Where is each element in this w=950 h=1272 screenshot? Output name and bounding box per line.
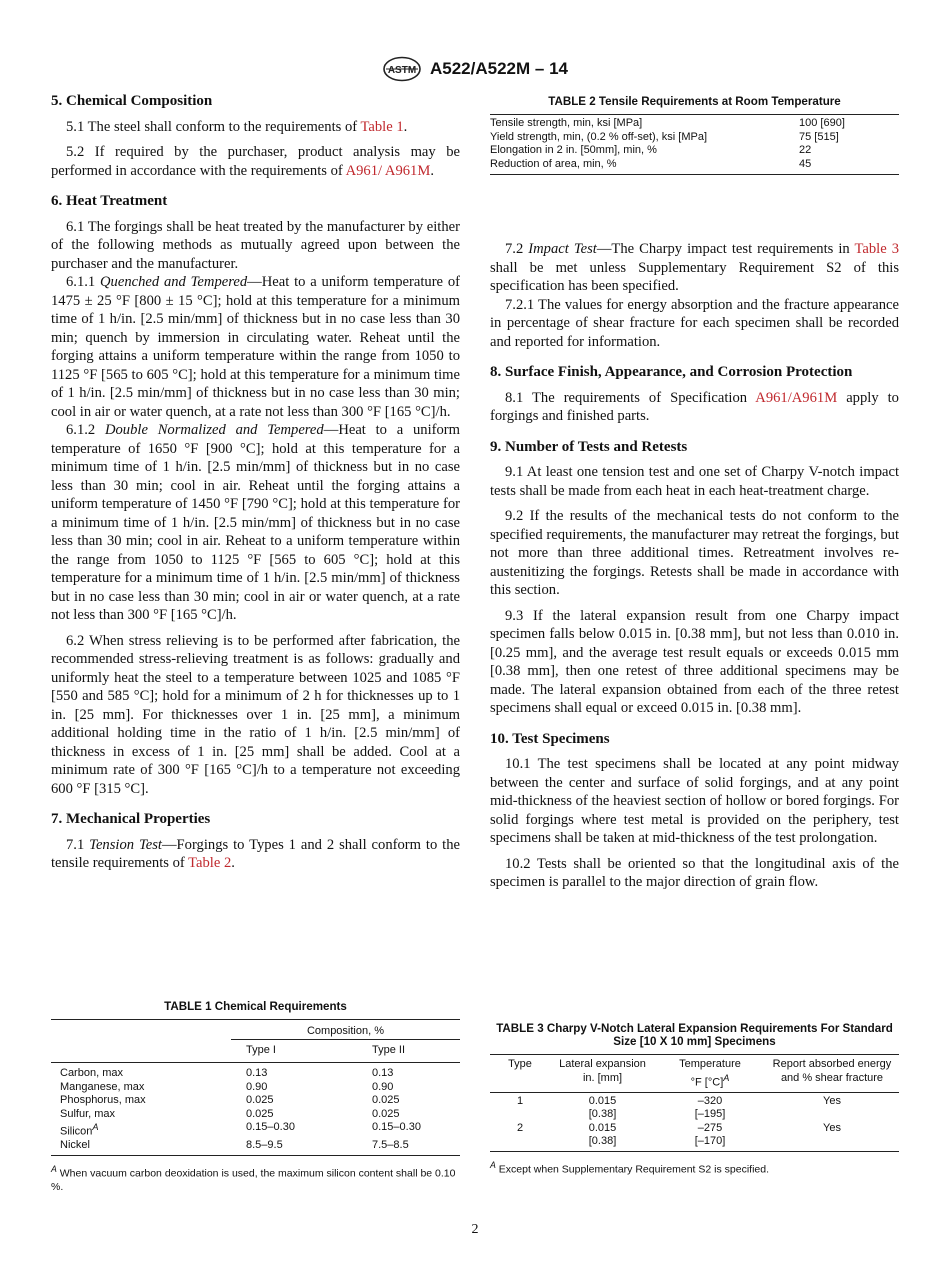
- para-7-1: 7.1 Tension Test—Forgings to Types 1 and 2 shall conform to the tensile requirements of Table 2.: [51, 836, 461, 871]
- para-5-2: 5.2 If required by the purchaser, product analysis may be performed in accordance with the requirements of A961/ A961M.: [51, 144, 460, 179]
- table-1: [51, 1000, 460, 1194]
- para-9-3: 9.3 If the lateral expansion result from one Charpy impact specimen falls below 0.015 in. [0.38 mm], but not less than 0.010 in. [0.25 mm], and the average test result equals or exceeds 0.015 mm [0.38 mm], then one retest of three additional specimens may be made. The lateral expansion obtained from each of the three retest specimens shall equal or exceed 0.015 in. [0.38 mm].: [490, 607, 899, 716]
- table-1-col-type-i: Type I: [231, 1039, 357, 1063]
- para-6-1: 6.1 The forgings shall be heat treated by the manufacturer by either of the following methods as mutually agreed upon between the purchaser and the manufacturer.: [51, 218, 460, 272]
- table-2-link[interactable]: Table 2: [188, 855, 232, 871]
- table-row: [490, 115, 899, 131]
- right-column: [490, 240, 899, 899]
- table-row: [51, 1121, 460, 1139]
- table-cell: Manganese, max: [60, 1080, 145, 1093]
- a961-a961m-link[interactable]: A961/A961M: [755, 389, 838, 406]
- page-number: 2: [471, 1222, 479, 1237]
- table-cell: 7.5–8.5: [372, 1139, 409, 1152]
- table-cell: 0.025: [246, 1094, 274, 1106]
- section-9-title: 9. Number of Tests and Retests: [490, 438, 688, 455]
- table-2-grid: [490, 114, 899, 175]
- section-6-title: 6. Heat Treatment: [51, 193, 168, 209]
- table-3-header-temp: Temperature °F $[^\circ C]^A$: [655, 1055, 765, 1093]
- table-row: [51, 1081, 460, 1095]
- table-1-footnote: $^A$ When vacuum carbon deoxidation is used, the maximum silicon content shall be 0.10 %.: [51, 1163, 456, 1194]
- table-cell: Carbon, max: [60, 1067, 123, 1079]
- table-row: [490, 144, 899, 158]
- table-cell: Tensile strength, min, ksi [MPa]: [490, 117, 643, 129]
- section-8-title: 8. Surface Finish, Appearance, and Corrosion Protection: [490, 364, 853, 380]
- table-3-footnote: $^A$ Except when Supplementary Requirement S2 is specified.: [490, 1159, 769, 1176]
- table-3-header-type: Type: [490, 1055, 550, 1093]
- table-cell: Nickel: [60, 1139, 90, 1152]
- table-2-caption: TABLE 2 Tensile Requirements at Room Temperature: [548, 95, 841, 108]
- para-7-2-1: 7.2.1 The values for energy absorption and the fracture appearance in percentage of shear fracture for each specimen shall be recorded and reported for information.: [490, 296, 899, 350]
- svg-text:ASTM: ASTM: [387, 65, 417, 76]
- table-row: [51, 1094, 460, 1108]
- table-row: [490, 158, 899, 175]
- table-1-col-type-ii: Type II: [357, 1039, 460, 1063]
- table-cell: Phosphorus, max: [60, 1094, 146, 1106]
- a961-link[interactable]: A961/ A961M: [345, 162, 431, 179]
- table-row: 1 0.015 [0.38] –320 [–195] Yes: [516, 1094, 841, 1121]
- table-cell: 22: [799, 144, 812, 156]
- table-3-caption: TABLE 3 Charpy V-Notch Lateral Expansion Requirements For Standard Size [10 X 10 mm] Specimens: [496, 1022, 893, 1048]
- table-1-grid: [51, 1019, 460, 1156]
- table-1-link[interactable]: Table 1: [360, 118, 404, 135]
- para-10-2: 10.2 Tests shall be oriented so that the longitudinal axis of the specimen is parallel to the major direction of grain flow.: [490, 855, 899, 890]
- para-6-1-2: 6.1.2 Double Normalized and Tempered—Heat to a uniform temperature of 1650 °F [900 °C]; hold at this temperature for a minimum time of 1 h/in. [2.5 min/mm] of thickness but in no case less than 30 min; cool in air. Reheat until the forging attains a uniform temperature of 1450 °F [790 °C]; hold at this temperature for a minimum time of 1 h/in. [2.5 min/mm] of thickness but in no case less than 30 min; cool in air. Reheat to a uniform temperature within the range from 1050 to 1125 °F [565 to 605 °C]; hold at this temperature for a minimum time of 1 h/in. [2.5 min/mm] of thickness but in no case less than 30 min; cool in air or water quench, at a rate not less than 300 °F [165 °C]/h.: [51, 422, 461, 623]
- table-cell: 0.025: [246, 1107, 274, 1120]
- table-cell: 100 [690]: [799, 117, 845, 129]
- page-header: [0, 56, 950, 82]
- para-9-1: 9.1 At least one tension test and one set of Charpy V-notch impact tests shall be made from each heat in each heat-treatment charge.: [490, 464, 899, 499]
- table-cell: 0.15–0.30: [372, 1121, 421, 1133]
- table-cell: 0.90: [372, 1080, 394, 1093]
- table-cell: 0.15–0.30: [246, 1121, 295, 1133]
- table-1-caption: TABLE 1 Chemical Requirements: [164, 1000, 347, 1013]
- para-8-1: 8.1 The requirements of Specification A961/A961M apply to forgings and finished parts.: [490, 389, 899, 424]
- table-cell: 0.13: [372, 1067, 394, 1079]
- para-7-2: 7.2 Impact Test—The Charpy impact test requirements in Table 3 shall be met unless Supplementary Requirement S2 of this specification has been specified.: [490, 241, 900, 294]
- section-5-title: 5. Chemical Composition: [51, 93, 213, 109]
- table-cell: Yield strength, min, (0.2 % off-set), ksi [MPa]: [490, 130, 708, 143]
- section-10-title: 10. Test Specimens: [490, 730, 610, 747]
- table-cell: 0.90: [246, 1080, 268, 1093]
- para-10-1: 10.1 The test specimens shall be located at any point midway between the center and surface of solid forgings, and at any point mid-thickness of the heaviest section of hollow or bored forgings. For solid forgings where test metal is provided on the periphery, test specimens shall be taken at mid-thickness of the test prolongation.: [490, 756, 899, 846]
- left-column: [51, 92, 460, 880]
- table-3-grid: [490, 1054, 899, 1152]
- astm-logo-icon: [382, 56, 422, 82]
- table-3-link[interactable]: Table 3: [854, 241, 900, 257]
- table-cell: 75 [515]: [799, 130, 839, 143]
- table-cell: 0.13: [246, 1067, 268, 1079]
- table-cell: Elongation in 2 in. [50mm], min, %: [490, 144, 657, 156]
- para-5-1: 5.1 The steel shall conform to the requirements of Table 1.: [66, 118, 408, 135]
- table-1-group-header: Composition, %: [231, 1020, 460, 1040]
- table-cell: Reduction of area, min, %: [490, 157, 617, 170]
- section-7-title: 7. Mechanical Properties: [51, 811, 211, 827]
- table-cell: 0.025: [372, 1107, 400, 1120]
- table-cell: Silicon$^A$: [60, 1122, 99, 1138]
- table-cell: 45: [799, 157, 812, 170]
- table-row: [51, 1108, 460, 1122]
- table-cell: 0.025: [372, 1094, 400, 1106]
- table-row: [51, 1063, 460, 1081]
- table-cell: 8.5–9.5: [246, 1139, 283, 1152]
- table-3-header-lateral: Lateral expansion in. [mm]: [550, 1055, 655, 1093]
- table-cell: Sulfur, max: [60, 1107, 116, 1120]
- document-designation: A522/A522M – 14: [430, 59, 568, 78]
- table-row: [51, 1139, 460, 1155]
- para-9-2: 9.2 If the results of the mechanical tests do not conform to the specified requirements, the manufacturer may retreat the forgings, but not more than three additional times. Retreatment involves re-austenitizing the forgings. Retests shall be made in accordance with this section.: [490, 508, 899, 598]
- table-3: [490, 1022, 899, 1176]
- para-6-2: 6.2 When stress relieving is to be performed after fabrication, the recommended stress-relieving treatment is as follows: gradually and uniformly heat the steel to a temperature between 1025 and 1085 °F [550 and 585 °C]; hold for a minimum of 2 h for thicknesses up to 1 in. [25 mm]. For thicknesses over 1 in. [25 mm], a minimum additional holding time in the ratio of 1 h/in. [2.5 min/mm] of thickness in excess of 1 in. [25 mm] shall be added. Cool at a minimum rate of 300 °F [165 °C]/h to a temperature not exceeding 600 °F [315 °C].: [51, 632, 460, 797]
- table-2: [490, 95, 899, 175]
- table-row: 2 0.015 [0.38] –275 [–170] Yes: [516, 1121, 841, 1148]
- table-row: [490, 131, 899, 145]
- table-3-header-report: Report absorbed energy and % shear fracture: [765, 1055, 899, 1093]
- para-6-1-1: 6.1.1 Quenched and Tempered—Heat to a uniform temperature of 1475 ± 25 °F [800 ± 15 °C]; hold at this temperature for a minimum time of 1 h/in. [2.5 min/mm] of thickness but in no case less than 30 min; quench by immersion in circulating water. Reheat until the forging attains a uniform temperature within the range from 1050 to 1125 °F [565 to 605 °C]; hold at this temperature for a minimum time of 1 h/in. [2.5 min/mm] of thickness but in no case less than 30 min; cool in air or water quench, at a rate not less than 300 °F [165 °C]/h.: [51, 274, 460, 420]
